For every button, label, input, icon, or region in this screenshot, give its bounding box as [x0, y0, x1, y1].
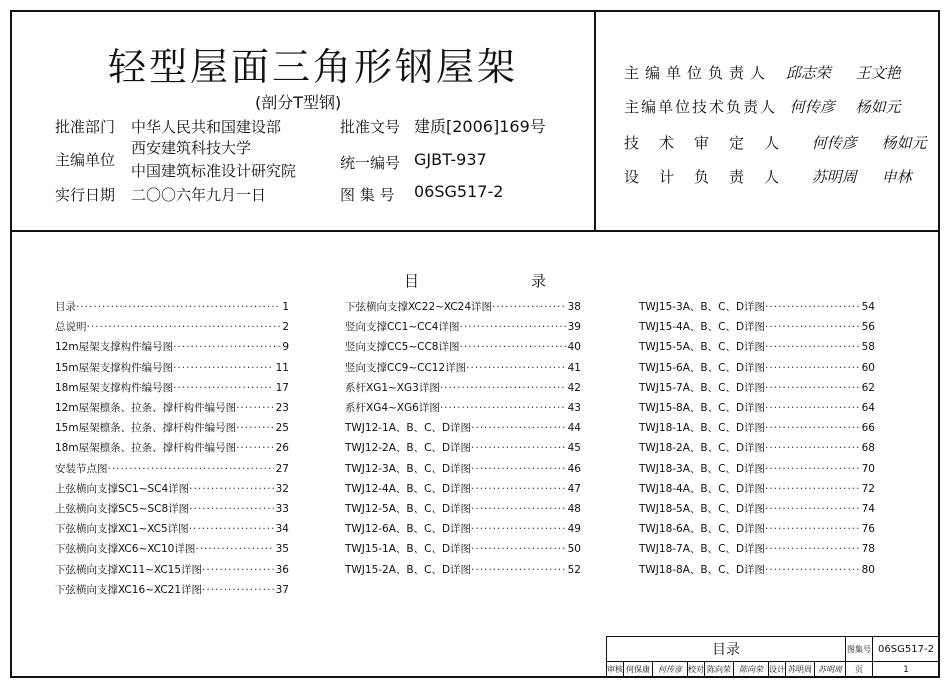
- atlas-label: 图集号: [845, 636, 873, 662]
- toc-entry-page: 26: [275, 442, 289, 455]
- toc-entry-title: 竖向支撑CC9~CC12详图: [345, 361, 467, 374]
- toc-entry-page: 38: [567, 301, 581, 313]
- toc-leader-dots: [765, 459, 860, 479]
- approval-dept-label: 批准部门: [55, 118, 116, 136]
- toc-entry-title: TWJ18-6A、B、C、D详图: [639, 523, 766, 536]
- toc-entry-title: 下弦横向支撑XC22~XC24详图: [345, 301, 493, 313]
- toc-entry-title: TWJ18-7A、B、C、D详图: [639, 543, 766, 556]
- header-divider: [10, 230, 940, 232]
- unified-no-label: 统一编号: [340, 154, 401, 172]
- toc-leader-dots: [765, 358, 860, 378]
- toc-leader-dots: [173, 358, 274, 378]
- toc-entry-page: 58: [861, 341, 875, 354]
- toc-column-2: [345, 297, 581, 580]
- toc-entry-page: 76: [861, 523, 875, 536]
- document-title: 轻型屋面三角形钢屋架: [108, 45, 519, 89]
- toc-entry-title: 12m屋架檩条、拉条、撑杆构件编号图: [55, 402, 237, 415]
- toc-entry-page: 45: [567, 442, 581, 455]
- toc-entry: [55, 438, 289, 458]
- check-label: 校对: [687, 661, 705, 678]
- title-block: [606, 636, 940, 678]
- toc-entry: [55, 418, 289, 438]
- toc-entry-title: 竖向支撑CC1~CC4详图: [345, 321, 460, 334]
- toc-entry: [639, 519, 875, 539]
- toc-entry: [639, 438, 875, 458]
- toc-entry: [345, 519, 581, 539]
- toc-entry: [55, 317, 289, 337]
- toc-entry-title: 系杆XG4~XG6详图: [345, 402, 440, 415]
- toc-leader-dots: [765, 337, 860, 357]
- toc-leader-dots: [471, 479, 566, 499]
- toc-leader-dots: [471, 438, 566, 458]
- designer-signature: 苏明周: [814, 661, 846, 678]
- toc-entry-page: 46: [567, 462, 581, 475]
- approval-no-label: 批准文号: [340, 118, 401, 136]
- handwritten-signature: 申林: [881, 168, 912, 186]
- toc-leader-dots: [765, 418, 860, 438]
- toc-entry-title: TWJ12-6A、B、C、D详图: [345, 523, 472, 536]
- toc-leader-dots: [460, 317, 566, 337]
- toc-entry-page: 27: [275, 462, 289, 475]
- toc-entry-page: 56: [861, 321, 875, 334]
- toc-leader-dots: [236, 438, 274, 458]
- toc-entry: [345, 499, 581, 519]
- toc-entry-page: 48: [567, 503, 581, 516]
- handwritten-signature: 杨如元: [881, 134, 927, 152]
- toc-entry-page: 17: [275, 381, 289, 394]
- toc-leader-dots: [765, 499, 860, 519]
- signature-row-3: [624, 132, 927, 153]
- toc-column-3: [639, 297, 875, 580]
- handwritten-signature: 苏明周: [811, 168, 857, 186]
- handwritten-signature: 何传彦: [789, 98, 835, 116]
- toc-entry: [639, 479, 875, 499]
- toc-entry-title: 总说明: [55, 321, 87, 334]
- approval-no-value: 建质[2006]169号: [414, 117, 546, 136]
- toc-entry-page: 36: [275, 563, 289, 576]
- reviewer-signature: 何传彦: [652, 661, 688, 678]
- toc-entry: [639, 337, 875, 357]
- toc-leader-dots: [76, 297, 280, 317]
- toc-leader-dots: [202, 580, 274, 600]
- toc-entry-title: 15m屋架檩条、拉条、撑杆构件编号图: [55, 422, 237, 435]
- toc-entry-title: 下弦横向支撑XC11~XC15详图: [55, 563, 203, 576]
- designer-name: 苏明周: [785, 661, 815, 678]
- toc-entry: [639, 378, 875, 398]
- toc-entry-page: 41: [567, 361, 581, 374]
- toc-entry-page: 52: [567, 563, 581, 576]
- toc-entry: [345, 479, 581, 499]
- toc-leader-dots: [471, 418, 566, 438]
- toc-entry-page: 42: [567, 381, 581, 394]
- toc-entry-title: 上弦横向支撑SC1~SC4详图: [55, 482, 190, 495]
- toc-entry-title: 下弦横向支撑XC1~XC5详图: [55, 523, 189, 536]
- toc-entry-title: 目录: [55, 301, 76, 313]
- page-number: 1: [872, 661, 940, 678]
- toc-entry-title: 上弦横向支撑SC5~SC8详图: [55, 503, 190, 516]
- toc-entry: [345, 378, 581, 398]
- toc-entry-page: 49: [567, 523, 581, 536]
- toc-entry-page: 70: [861, 462, 875, 475]
- toc-entry: [55, 358, 289, 378]
- toc-entry-title: 18m屋架支撑构件编号图: [55, 381, 174, 394]
- toc-entry-title: TWJ15-7A、B、C、D详图: [639, 381, 766, 394]
- toc-entry-page: 2: [282, 321, 289, 334]
- toc-entry: [639, 358, 875, 378]
- toc-entry-title: TWJ15-3A、B、C、D详图: [639, 301, 766, 313]
- toc-leader-dots: [765, 438, 860, 458]
- toc-entry-title: TWJ15-1A、B、C、D详图: [345, 543, 472, 556]
- toc-entry-title: TWJ18-5A、B、C、D详图: [639, 503, 766, 516]
- toc-entry-page: 43: [567, 402, 581, 415]
- reviewer-name: 何保康: [623, 661, 653, 678]
- toc-leader-dots: [466, 358, 565, 378]
- toc-leader-dots: [471, 560, 566, 580]
- toc-entry-title: TWJ18-1A、B、C、D详图: [639, 422, 766, 435]
- toc-leader-dots: [108, 459, 274, 479]
- toc-entry-page: 1: [282, 301, 289, 313]
- toc-entry-page: 72: [861, 482, 875, 495]
- toc-entry-title: 安装节点图: [55, 462, 108, 475]
- toc-leader-dots: [492, 297, 566, 317]
- toc-leader-dots: [440, 378, 566, 398]
- handwritten-signature: 杨如元: [855, 98, 901, 116]
- toc-entry-title: TWJ18-3A、B、C、D详图: [639, 462, 766, 475]
- signature-row-4: [624, 166, 912, 187]
- toc-entry-page: 80: [861, 563, 875, 576]
- review-label: 审核: [606, 661, 624, 678]
- toc-entry-page: 37: [275, 583, 289, 596]
- signature-role: 技术审定人: [624, 134, 800, 152]
- toc-entry: [55, 479, 289, 499]
- atlas-number: 06SG517-2: [872, 636, 940, 662]
- toc-entry-title: 竖向支撑CC5~CC8详图: [345, 341, 460, 354]
- toc-leader-dots: [189, 519, 274, 539]
- toc-entry-title: 15m屋架支撑构件编号图: [55, 361, 174, 374]
- toc-entry-title: 下弦横向支撑XC16~XC21详图: [55, 583, 203, 596]
- toc-entry-page: 66: [861, 422, 875, 435]
- atlas-no-value: 06SG517-2: [414, 182, 504, 201]
- toc-entry: [345, 398, 581, 418]
- toc-entry-page: 64: [861, 402, 875, 415]
- toc-entry-title: TWJ15-4A、B、C、D详图: [639, 321, 766, 334]
- toc-entry-page: 32: [275, 482, 289, 495]
- toc-leader-dots: [202, 560, 274, 580]
- toc-entry-page: 33: [275, 503, 289, 516]
- toc-leader-dots: [471, 459, 566, 479]
- atlas-no-label: 图 集 号: [340, 186, 395, 204]
- toc-entry-page: 25: [275, 422, 289, 435]
- toc-entry-page: 11: [275, 361, 289, 374]
- toc-entry-title: TWJ12-2A、B、C、D详图: [345, 442, 472, 455]
- effective-date-label: 实行日期: [55, 186, 116, 204]
- toc-entry: [639, 459, 875, 479]
- chief-editor-value-2: 中国建筑标准设计研究院: [131, 162, 297, 180]
- approval-dept-value: 中华人民共和国建设部: [131, 118, 282, 136]
- toc-entry: [55, 459, 289, 479]
- toc-leader-dots: [440, 398, 566, 418]
- toc-leader-dots: [460, 337, 566, 357]
- toc-leader-dots: [765, 560, 860, 580]
- toc-entry: [345, 438, 581, 458]
- toc-entry: [345, 539, 581, 559]
- toc-entry-title: TWJ15-8A、B、C、D详图: [639, 402, 766, 415]
- design-label: 设计: [768, 661, 786, 678]
- signature-row-1: [624, 62, 901, 83]
- toc-leader-dots: [765, 519, 860, 539]
- toc-entry-title: TWJ18-8A、B、C、D详图: [639, 563, 766, 576]
- unified-no-value: GJBT-937: [414, 150, 487, 169]
- toc-leader-dots: [471, 539, 566, 559]
- toc-entry: [55, 580, 289, 600]
- toc-entry: [345, 459, 581, 479]
- toc-entry: [345, 418, 581, 438]
- toc-column-1: [55, 297, 289, 600]
- toc-leader-dots: [189, 479, 273, 499]
- toc-entry-title: 18m屋架檩条、拉条、撑杆构件编号图: [55, 442, 237, 455]
- toc-entry-page: 35: [275, 543, 289, 556]
- toc-leader-dots: [87, 317, 281, 337]
- handwritten-signature: 王文艳: [855, 64, 901, 82]
- toc-entry-page: 60: [861, 361, 875, 374]
- toc-entry-title: TWJ18-4A、B、C、D详图: [639, 482, 766, 495]
- chief-editor-label: 主编单位: [55, 151, 116, 169]
- toc-entry-title: 12m屋架支撑构件编号图: [55, 341, 174, 354]
- toc-entry-title: TWJ18-2A、B、C、D详图: [639, 442, 766, 455]
- toc-entry: [55, 297, 289, 317]
- signature-row-2: [624, 96, 901, 117]
- toc-entry: [639, 418, 875, 438]
- toc-entry-page: 68: [861, 442, 875, 455]
- toc-leader-dots: [236, 418, 274, 438]
- toc-entry-title: 下弦横向支撑XC6~XC10详图: [55, 543, 196, 556]
- toc-entry-page: 47: [567, 482, 581, 495]
- toc-entry: [639, 297, 875, 317]
- toc-entry: [345, 317, 581, 337]
- toc-entry-page: 34: [275, 523, 289, 536]
- toc-entry: [55, 398, 289, 418]
- toc-entry: [345, 297, 581, 317]
- toc-entry-page: 54: [861, 301, 875, 313]
- toc-entry: [55, 560, 289, 580]
- toc-entry-page: 39: [567, 321, 581, 334]
- toc-entry-title: TWJ15-5A、B、C、D详图: [639, 341, 766, 354]
- toc-leader-dots: [765, 479, 860, 499]
- toc-entry-page: 40: [567, 341, 581, 354]
- toc-leader-dots: [765, 378, 860, 398]
- toc-leader-dots: [173, 337, 280, 357]
- toc-entry: [639, 560, 875, 580]
- toc-leader-dots: [765, 398, 860, 418]
- toc-leader-dots: [471, 499, 566, 519]
- page-label: 页: [845, 661, 873, 678]
- toc-entry: [55, 539, 289, 559]
- toc-entry-page: 78: [861, 543, 875, 556]
- effective-date-value: 二〇〇六年九月一日: [131, 186, 267, 204]
- toc-entry: [345, 560, 581, 580]
- toc-entry: [55, 499, 289, 519]
- header-vertical-divider: [594, 10, 596, 231]
- signature-role: 设计负责人: [624, 168, 800, 186]
- toc-entry: [55, 519, 289, 539]
- toc-entry: [55, 378, 289, 398]
- toc-entry-title: TWJ12-5A、B、C、D详图: [345, 503, 472, 516]
- toc-entry-title: TWJ12-3A、B、C、D详图: [345, 462, 472, 475]
- document-subtitle: (剖分T型钢): [255, 93, 342, 112]
- signature-role: 主编单位负责人: [624, 64, 772, 82]
- drawing-title: 目录: [606, 636, 846, 662]
- toc-heading: 目 录: [404, 272, 547, 290]
- signature-role: 主编单位技术负责人: [624, 98, 778, 116]
- toc-entry-page: 50: [567, 543, 581, 556]
- toc-entry: [55, 337, 289, 357]
- checker-signature: 陈向荣: [733, 661, 769, 678]
- toc-entry-page: 23: [275, 402, 289, 415]
- toc-leader-dots: [471, 519, 566, 539]
- toc-entry-page: 9: [282, 341, 289, 354]
- toc-leader-dots: [173, 378, 274, 398]
- toc-leader-dots: [765, 539, 860, 559]
- toc-entry-title: TWJ12-1A、B、C、D详图: [345, 422, 472, 435]
- toc-entry-title: TWJ15-2A、B、C、D详图: [345, 563, 472, 576]
- toc-entry-page: 74: [861, 503, 875, 516]
- toc-leader-dots: [765, 297, 860, 317]
- toc-entry-title: TWJ15-6A、B、C、D详图: [639, 361, 766, 374]
- toc-entry: [345, 337, 581, 357]
- toc-leader-dots: [236, 398, 274, 418]
- toc-entry: [639, 499, 875, 519]
- toc-leader-dots: [195, 539, 273, 559]
- toc-entry: [639, 398, 875, 418]
- toc-leader-dots: [189, 499, 273, 519]
- chief-editor-value-1: 西安建筑科技大学: [131, 139, 252, 157]
- toc-entry-title: 系杆XG1~XG3详图: [345, 381, 440, 394]
- toc-leader-dots: [765, 317, 860, 337]
- handwritten-signature: 何传彦: [811, 134, 857, 152]
- toc-entry-page: 44: [567, 422, 581, 435]
- handwritten-signature: 邱志荣: [785, 64, 831, 82]
- toc-entry: [639, 539, 875, 559]
- toc-entry-title: TWJ12-4A、B、C、D详图: [345, 482, 472, 495]
- checker-name: 陈向荣: [704, 661, 734, 678]
- toc-entry: [639, 317, 875, 337]
- toc-entry-page: 62: [861, 381, 875, 394]
- toc-entry: [345, 358, 581, 378]
